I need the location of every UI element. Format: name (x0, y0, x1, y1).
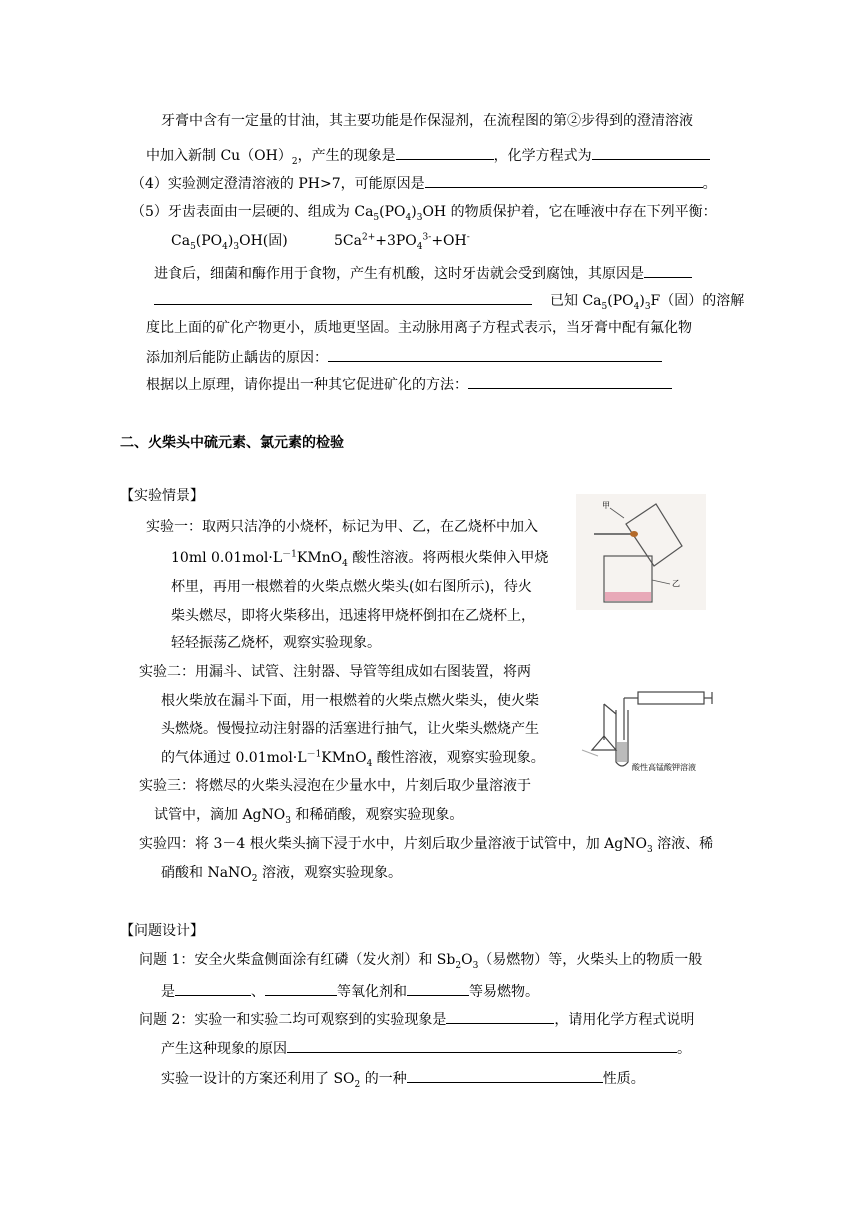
answer-blank[interactable] (407, 981, 469, 996)
superscript: 2+ (361, 232, 376, 243)
answer-blank[interactable] (592, 145, 710, 160)
text: 溶液，观察实验现象。 (257, 865, 402, 881)
label-yi: 乙 (672, 579, 680, 588)
subscript: 5 (601, 301, 608, 312)
text: ，化学方程式为 (493, 148, 592, 164)
text: 等氧化剂和 (337, 984, 407, 1000)
exp3-line: 实验三：将燃尽的火柴头浸泡在少量水中，片刻后取少量溶液于 (139, 778, 531, 794)
superscript: 3- (422, 232, 432, 243)
exp1-line: 杯里，再用一根燃着的火柴点燃火柴头(如右图所示)，待火 (171, 579, 532, 595)
text: ，请用化学方程式说明 (554, 1012, 695, 1028)
answer-blank[interactable] (154, 290, 532, 305)
subscript: 5 (190, 241, 196, 252)
equilibrium-right (334, 232, 470, 250)
text: 溶液、稀 (652, 836, 714, 852)
text: 已知 Ca (550, 293, 602, 309)
subscript: 3 (646, 844, 653, 855)
text: （5）牙齿表面由一层硬的、组成为 Ca (131, 204, 374, 220)
subscript: 4 (416, 241, 423, 252)
text: (PO (379, 204, 406, 220)
text: 中加入新制 Cu（OH） (146, 148, 292, 164)
text: 硝酸和 NaNO (161, 865, 252, 881)
answer-blank[interactable] (446, 1009, 554, 1024)
text: 进食后，细菌和酶作用于食物，产生有机酸，这时牙齿就会受到腐蚀，其原因是 (154, 266, 644, 282)
text: OH 的物质保护着，它在唾液中存在下列平衡： (422, 204, 717, 220)
text: （4）实验测定澄清溶液的 PH>7，可能原因是 (131, 176, 425, 192)
text: 和稀硝酸，观察实验现象。 (290, 807, 464, 823)
section-heading: 二、火柴头中硫元素、氯元素的检验 (120, 435, 344, 451)
text: 的一种 (360, 1071, 407, 1087)
paragraph-line (154, 263, 692, 283)
paragraph-line (146, 347, 662, 367)
text: ) (411, 204, 417, 220)
answer-blank[interactable] (175, 981, 251, 996)
subscript: 4 (222, 241, 228, 252)
subscript: 4 (342, 558, 348, 569)
question-5 (131, 203, 717, 221)
problem-2-line (161, 1068, 645, 1088)
subscript: 4 (633, 301, 640, 312)
answer-blank[interactable] (644, 263, 692, 278)
subscript: 2 (354, 1079, 361, 1090)
superscript: - (466, 232, 470, 243)
text: O (461, 952, 473, 968)
text: (PO (195, 233, 223, 249)
exp2-line: 实验二：用漏斗、试管、注射器、导管等组成如右图装置，将两 (139, 664, 531, 680)
label-design: 【问题设计】 (120, 923, 204, 939)
text: 5Ca (334, 233, 362, 249)
answer-blank[interactable] (265, 981, 337, 996)
beaker-figure (576, 494, 706, 610)
beaker-diagram-icon (576, 494, 706, 610)
text: 实验一设计的方案还利用了 SO (161, 1071, 355, 1087)
text: 、 (251, 984, 265, 1000)
label-jia: 甲 (602, 501, 610, 510)
subscript: 2 (291, 156, 298, 167)
exp1-line: 实验一：取两只洁净的小烧杯，标记为甲、乙，在乙烧杯中加入 (146, 519, 538, 535)
answer-blank[interactable] (287, 1038, 677, 1053)
text: 问题 2：实验一和实验二均可观察到的实验现象是 (139, 1012, 447, 1028)
text: (PO (607, 293, 634, 309)
text: ) (639, 293, 645, 309)
text: 10ml 0.01mol·L (171, 550, 283, 566)
text: 等易燃物。 (469, 984, 539, 1000)
subscript: 5 (373, 212, 380, 223)
exp2-line: 头燃烧。慢慢拉动注射器的活塞进行抽气，让火柴头燃烧产生 (161, 721, 539, 737)
text: 问题 1：安全火柴盒侧面涂有红磷（发火剂）和 Sb (139, 952, 456, 968)
text: 是 (161, 984, 175, 1000)
text: 产生这种现象的原因 (161, 1041, 287, 1057)
superscript: －1 (282, 549, 297, 560)
text: Ca (171, 233, 191, 249)
text: 。 (677, 1041, 691, 1057)
question-4 (131, 173, 717, 193)
paragraph-line (161, 112, 693, 130)
label-situation: 【实验情景】 (120, 488, 204, 504)
subscript: 3 (416, 212, 423, 223)
apparatus-caption: 酸性高锰酸钾溶液 (632, 763, 696, 772)
subscript: 3 (644, 301, 651, 312)
exp3-line (154, 806, 463, 824)
text: 度比上面的矿化产物更小，质地更坚固。主动脉用离子方程式表示，当牙膏中配有氟化物 (146, 320, 692, 336)
superscript: －1 (306, 749, 322, 760)
text: 实验四：将 3－4 根火柴头摘下浸于水中，片刻后取少量溶液于试管中，加 AgNO (139, 836, 647, 852)
subscript: 4 (405, 212, 412, 223)
apparatus-figure (576, 680, 716, 776)
text: OH(固) (239, 233, 288, 249)
subscript: 3 (285, 815, 291, 826)
text: ) (227, 233, 234, 249)
exp2-line (161, 749, 545, 767)
text: KMnO (321, 750, 367, 766)
text: +OH (431, 233, 467, 249)
paragraph-line (146, 374, 672, 394)
text: KMnO (296, 550, 343, 566)
text: 酸性溶液，观察实验现象。 (372, 750, 545, 766)
answer-blank[interactable] (328, 347, 662, 362)
subscript: 4 (366, 758, 373, 769)
subscript: 2 (455, 960, 462, 971)
text: F（固）的溶解 (650, 293, 745, 309)
answer-blank[interactable] (468, 374, 672, 389)
text: 牙膏中含有一定量的甘油，其主要功能是作保湿剂，在流程图的第②步得到的澄清溶液 (161, 113, 693, 129)
paragraph-line (154, 290, 744, 310)
problem-2-line (161, 1038, 691, 1058)
exp2-line: 根火柴放在漏斗下面，用一根燃着的火柴点燃火柴头，使火柴 (161, 693, 539, 709)
exp4-line (139, 835, 713, 853)
paragraph-line (146, 319, 692, 337)
text: 性质。 (602, 1071, 645, 1087)
problem-1-line (139, 951, 702, 969)
problem-2-line (139, 1009, 694, 1029)
text: 的气体通过 0.01mol·L (161, 750, 307, 766)
answer-blank[interactable] (396, 145, 494, 160)
text: 试管中，滴加 AgNO (154, 807, 286, 823)
text: （易燃物）等，火柴头上的物质一般 (478, 952, 703, 968)
text: 酸性溶液。将两根火柴伸入甲烧 (347, 550, 549, 566)
subscript: 2 (251, 873, 258, 884)
paragraph-line (146, 145, 710, 165)
answer-blank[interactable] (425, 173, 703, 188)
exp1-line (171, 549, 548, 567)
text: ，产生的现象是 (297, 148, 396, 164)
subscript: 3 (233, 241, 240, 252)
text: 添加剂后能防止龋齿的原因： (146, 350, 328, 366)
text: +3PO (375, 233, 417, 249)
text: 。 (702, 176, 717, 192)
exp1-line: 轻轻振荡乙烧杯，观察实验现象。 (171, 635, 381, 651)
equilibrium-left (171, 232, 288, 250)
subscript: 3 (472, 960, 479, 971)
problem-1-line (161, 981, 539, 1001)
exp4-line (161, 864, 402, 882)
text: 根据以上原理，请你提出一种其它促进矿化的方法： (146, 377, 468, 393)
answer-blank[interactable] (407, 1068, 603, 1083)
exp1-line: 柴头燃尽，即将火柴移出，迅速将甲烧杯倒扣在乙烧杯上， (171, 608, 535, 624)
